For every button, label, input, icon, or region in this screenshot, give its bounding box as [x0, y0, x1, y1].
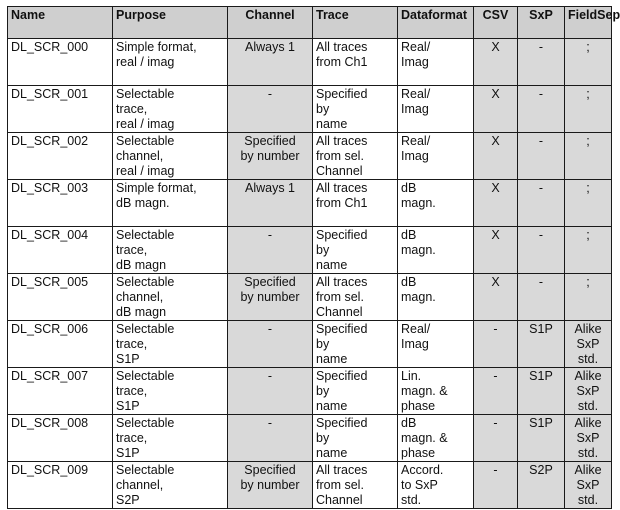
- cell-text-line: Alike: [574, 463, 602, 477]
- cell-text-line: magn.: [401, 290, 436, 304]
- table-row: [8, 180, 612, 227]
- cell-text-line: name: [316, 258, 348, 272]
- cell-data-format: [398, 368, 474, 415]
- cell-text-line: dB magn: [116, 258, 167, 272]
- cell-field-sep: [565, 39, 612, 86]
- cell-text-line: -: [493, 416, 498, 430]
- cell-channel: [228, 86, 313, 133]
- cell-text-line: trace,: [116, 243, 148, 257]
- cell-text-line: -: [267, 369, 273, 383]
- cell-text-line: Accord.: [401, 463, 444, 477]
- cell-trace: [313, 180, 398, 227]
- cell-name: [8, 274, 113, 321]
- cell-text-line: std.: [401, 493, 422, 507]
- cell-field-sep: [565, 86, 612, 133]
- cell-sxp: [518, 368, 565, 415]
- cell-data-format: [398, 133, 474, 180]
- cell-text-line: std.: [577, 446, 599, 460]
- cell-text-line: S1P: [116, 352, 140, 366]
- cell-field-sep: [565, 368, 612, 415]
- cell-text-line: trace,: [116, 337, 148, 351]
- cell-purpose: [113, 321, 228, 368]
- cell-text-line: SxP: [529, 8, 553, 22]
- cell-text-line: Selectable: [116, 369, 175, 383]
- cell-text-line: Always 1: [244, 181, 296, 195]
- cell-text-line: by number: [240, 478, 300, 492]
- cell-channel: [228, 133, 313, 180]
- cell-text-line: SxP: [576, 431, 600, 445]
- table-row: [8, 462, 612, 509]
- cell-text-line: DL_SCR_001: [11, 87, 89, 101]
- cell-text-line: S1P: [529, 416, 553, 430]
- cell-name: [8, 321, 113, 368]
- cell-sxp: [518, 133, 565, 180]
- cell-text-line: -: [267, 87, 273, 101]
- cell-text-line: from Ch1: [316, 55, 368, 69]
- cell-text-line: dB magn.: [116, 196, 170, 210]
- cell-trace: [313, 86, 398, 133]
- cell-name: [8, 227, 113, 274]
- cell-text-line: Specified: [316, 87, 368, 101]
- cell-text-line: dB: [401, 416, 417, 430]
- table-row: [8, 133, 612, 180]
- cell-text-line: DL_SCR_003: [11, 181, 89, 195]
- cell-text-line: All traces: [316, 134, 368, 148]
- cell-purpose: [113, 274, 228, 321]
- cell-text-line: Lin.: [401, 369, 422, 383]
- cell-text-line: All traces: [316, 40, 368, 54]
- column-header-purpose: [113, 7, 228, 39]
- cell-text-line: X: [491, 134, 500, 148]
- cell-text-line: Imag: [401, 337, 429, 351]
- cell-text-line: -: [538, 275, 544, 289]
- cell-field-sep: [565, 180, 612, 227]
- cell-text-line: DL_SCR_006: [11, 322, 89, 336]
- cell-text-line: Selectable: [116, 134, 175, 148]
- cell-text-line: ;: [586, 275, 590, 289]
- cell-text-line: S2P: [529, 463, 553, 477]
- cell-text-line: name: [316, 117, 348, 131]
- cell-name: [8, 462, 113, 509]
- cell-text-line: std.: [577, 399, 599, 413]
- cell-purpose: [113, 180, 228, 227]
- cell-text-line: Imag: [401, 55, 429, 69]
- cell-purpose: [113, 462, 228, 509]
- cell-text-line: trace,: [116, 102, 148, 116]
- cell-text-line: ;: [586, 87, 590, 101]
- cell-text-line: format: [428, 8, 467, 22]
- cell-text-line: S1P: [116, 399, 140, 413]
- data-logging-scripts-table: [7, 6, 620, 509]
- cell-sxp: [518, 227, 565, 274]
- cell-sxp: [518, 415, 565, 462]
- cell-text-line: Channel: [316, 493, 363, 507]
- cell-text-line: Selectable: [116, 275, 175, 289]
- cell-text-line: Data: [401, 8, 429, 22]
- cell-name: [8, 39, 113, 86]
- cell-text-line: Imag: [401, 149, 429, 163]
- cell-text-line: Alike: [574, 322, 602, 336]
- cell-purpose: [113, 415, 228, 462]
- cell-text-line: name: [316, 446, 348, 460]
- cell-text-line: -: [493, 463, 498, 477]
- cell-csv: [474, 133, 518, 180]
- cell-text-line: Specified: [244, 463, 296, 477]
- table-row: [8, 274, 612, 321]
- cell-text-line: S1P: [116, 446, 140, 460]
- cell-text-line: name: [316, 352, 348, 366]
- cell-data-format: [398, 462, 474, 509]
- column-header-name: [8, 7, 113, 39]
- cell-text-line: DL_SCR_000: [11, 40, 89, 54]
- cell-sxp: [518, 180, 565, 227]
- column-header-sxp: [518, 7, 565, 39]
- cell-data-format: [398, 86, 474, 133]
- cell-text-line: dB: [401, 181, 417, 195]
- cell-text-line: All traces: [316, 275, 368, 289]
- cell-text-line: -: [538, 228, 544, 242]
- cell-data-format: [398, 321, 474, 368]
- cell-field-sep: [565, 274, 612, 321]
- cell-text-line: -: [538, 181, 544, 195]
- cell-text-line: trace,: [116, 384, 148, 398]
- cell-text-line: -: [538, 40, 544, 54]
- cell-text-line: real / imag: [116, 164, 175, 178]
- cell-text-line: X: [491, 40, 500, 54]
- column-header-data-format: [398, 7, 474, 39]
- document-page: [7, 6, 620, 509]
- cell-text-line: Sep: [597, 8, 620, 22]
- cell-text-line: channel,: [116, 149, 164, 163]
- cell-csv: [474, 462, 518, 509]
- cell-channel: [228, 321, 313, 368]
- cell-channel: [228, 227, 313, 274]
- column-header-channel: [228, 7, 313, 39]
- cell-text-line: Channel: [316, 305, 363, 319]
- cell-text-line: Specified: [316, 228, 368, 242]
- cell-text-line: by: [316, 431, 330, 445]
- cell-text-line: DL_SCR_002: [11, 134, 89, 148]
- column-header-trace: [313, 7, 398, 39]
- cell-text-line: Selectable: [116, 416, 175, 430]
- cell-text-line: Name: [11, 8, 46, 22]
- cell-text-line: -: [538, 134, 544, 148]
- cell-text-line: X: [491, 275, 500, 289]
- cell-channel: [228, 462, 313, 509]
- cell-text-line: phase: [401, 446, 436, 460]
- cell-name: [8, 368, 113, 415]
- cell-text-line: CSV: [482, 8, 509, 22]
- cell-text-line: real / imag: [116, 117, 175, 131]
- cell-text-line: ;: [586, 40, 590, 54]
- cell-field-sep: [565, 227, 612, 274]
- cell-sxp: [518, 462, 565, 509]
- cell-text-line: -: [267, 322, 273, 336]
- cell-channel: [228, 180, 313, 227]
- cell-text-line: Purpose: [116, 8, 167, 22]
- cell-name: [8, 180, 113, 227]
- cell-text-line: by: [316, 243, 330, 257]
- cell-text-line: Channel: [316, 164, 363, 178]
- cell-trace: [313, 321, 398, 368]
- cell-text-line: magn.: [401, 196, 436, 210]
- cell-trace: [313, 274, 398, 321]
- cell-text-line: dB: [401, 228, 417, 242]
- cell-sxp: [518, 39, 565, 86]
- cell-csv: [474, 274, 518, 321]
- cell-purpose: [113, 39, 228, 86]
- cell-text-line: Channel: [245, 8, 295, 22]
- cell-text-line: DL_SCR_009: [11, 463, 89, 477]
- cell-text-line: from Ch1: [316, 196, 368, 210]
- cell-text-line: X: [491, 181, 500, 195]
- cell-sxp: [518, 86, 565, 133]
- cell-text-line: from sel.: [316, 149, 364, 163]
- cell-csv: [474, 227, 518, 274]
- cell-text-line: Real/: [401, 40, 431, 54]
- cell-text-line: Real/: [401, 322, 431, 336]
- cell-text-line: std.: [577, 352, 599, 366]
- cell-text-line: -: [493, 322, 498, 336]
- cell-trace: [313, 462, 398, 509]
- cell-text-line: Field: [568, 8, 598, 22]
- cell-text-line: DL_SCR_005: [11, 275, 89, 289]
- cell-text-line: Specified: [316, 322, 368, 336]
- cell-text-line: S1P: [529, 322, 553, 336]
- cell-text-line: by: [316, 384, 330, 398]
- column-header-csv: [474, 7, 518, 39]
- cell-text-line: S2P: [116, 493, 140, 507]
- cell-purpose: [113, 86, 228, 133]
- cell-text-line: real / imag: [116, 55, 175, 69]
- table-row: [8, 39, 612, 86]
- cell-text-line: magn. &: [401, 384, 448, 398]
- cell-text-line: DL_SCR_007: [11, 369, 89, 383]
- cell-csv: [474, 39, 518, 86]
- cell-text-line: Imag: [401, 102, 429, 116]
- cell-data-format: [398, 227, 474, 274]
- cell-text-line: All traces: [316, 463, 368, 477]
- cell-text-line: S1P: [529, 369, 553, 383]
- table-body: [8, 39, 612, 509]
- table-row: [8, 321, 612, 368]
- cell-text-line: Real/: [401, 134, 431, 148]
- cell-channel: [228, 274, 313, 321]
- cell-text-line: SxP: [576, 337, 600, 351]
- cell-text-line: phase: [401, 399, 436, 413]
- column-header-field-sep: [565, 7, 620, 39]
- cell-text-line: trace,: [116, 431, 148, 445]
- cell-text-line: magn.: [401, 243, 436, 257]
- cell-text-line: Specified: [244, 275, 296, 289]
- cell-text-line: from sel.: [316, 478, 364, 492]
- cell-text-line: Selectable: [116, 322, 175, 336]
- cell-text-line: Simple format,: [116, 181, 197, 195]
- cell-text-line: by: [316, 102, 330, 116]
- cell-sxp: [518, 321, 565, 368]
- cell-text-line: by number: [240, 149, 300, 163]
- cell-data-format: [398, 180, 474, 227]
- cell-text-line: Trace: [316, 8, 349, 22]
- cell-data-format: [398, 274, 474, 321]
- cell-text-line: Selectable: [116, 87, 175, 101]
- cell-text-line: channel,: [116, 478, 164, 492]
- table-row: [8, 86, 612, 133]
- cell-text-line: Specified: [244, 134, 296, 148]
- cell-text-line: Selectable: [116, 228, 175, 242]
- cell-name: [8, 133, 113, 180]
- cell-csv: [474, 368, 518, 415]
- cell-data-format: [398, 415, 474, 462]
- cell-csv: [474, 180, 518, 227]
- cell-field-sep: [565, 133, 612, 180]
- cell-text-line: All traces: [316, 181, 368, 195]
- cell-text-line: X: [491, 228, 500, 242]
- cell-text-line: name: [316, 399, 348, 413]
- cell-text-line: SxP: [576, 478, 600, 492]
- cell-text-line: dB: [401, 275, 417, 289]
- table-row: [8, 368, 612, 415]
- cell-text-line: dB magn: [116, 305, 167, 319]
- cell-text-line: -: [267, 416, 273, 430]
- cell-trace: [313, 415, 398, 462]
- cell-text-line: ;: [586, 228, 590, 242]
- cell-data-format: [398, 39, 474, 86]
- cell-text-line: Simple format,: [116, 40, 197, 54]
- cell-text-line: DL_SCR_004: [11, 228, 89, 242]
- cell-text-line: Specified: [316, 369, 368, 383]
- cell-text-line: Specified: [316, 416, 368, 430]
- cell-name: [8, 415, 113, 462]
- cell-text-line: magn. &: [401, 431, 448, 445]
- cell-trace: [313, 39, 398, 86]
- table-header-row: [8, 7, 612, 39]
- cell-text-line: Real/: [401, 87, 431, 101]
- table-row: [8, 227, 612, 274]
- cell-text-line: ;: [586, 134, 590, 148]
- cell-name: [8, 86, 113, 133]
- cell-purpose: [113, 133, 228, 180]
- cell-text-line: -: [267, 228, 273, 242]
- cell-trace: [313, 133, 398, 180]
- cell-csv: [474, 415, 518, 462]
- cell-field-sep: [565, 415, 612, 462]
- cell-purpose: [113, 227, 228, 274]
- cell-channel: [228, 368, 313, 415]
- cell-text-line: Always 1: [244, 40, 296, 54]
- cell-text-line: -: [493, 369, 498, 383]
- cell-field-sep: [565, 462, 612, 509]
- cell-channel: [228, 39, 313, 86]
- cell-text-line: ;: [586, 181, 590, 195]
- cell-csv: [474, 86, 518, 133]
- cell-csv: [474, 321, 518, 368]
- cell-text-line: Selectable: [116, 463, 175, 477]
- cell-channel: [228, 415, 313, 462]
- cell-text-line: by: [316, 337, 330, 351]
- cell-text-line: from sel.: [316, 290, 364, 304]
- cell-trace: [313, 368, 398, 415]
- cell-text-line: by number: [240, 290, 300, 304]
- cell-trace: [313, 227, 398, 274]
- cell-text-line: SxP: [576, 384, 600, 398]
- cell-purpose: [113, 368, 228, 415]
- cell-field-sep: [565, 321, 612, 368]
- cell-text-line: DL_SCR_008: [11, 416, 89, 430]
- cell-text-line: X: [491, 87, 500, 101]
- cell-text-line: -: [538, 87, 544, 101]
- cell-text-line: Alike: [574, 416, 602, 430]
- table-row: [8, 415, 612, 462]
- cell-text-line: std.: [577, 493, 599, 507]
- cell-text-line: to SxP: [401, 478, 438, 492]
- cell-text-line: Alike: [574, 369, 602, 383]
- cell-sxp: [518, 274, 565, 321]
- cell-text-line: channel,: [116, 290, 164, 304]
